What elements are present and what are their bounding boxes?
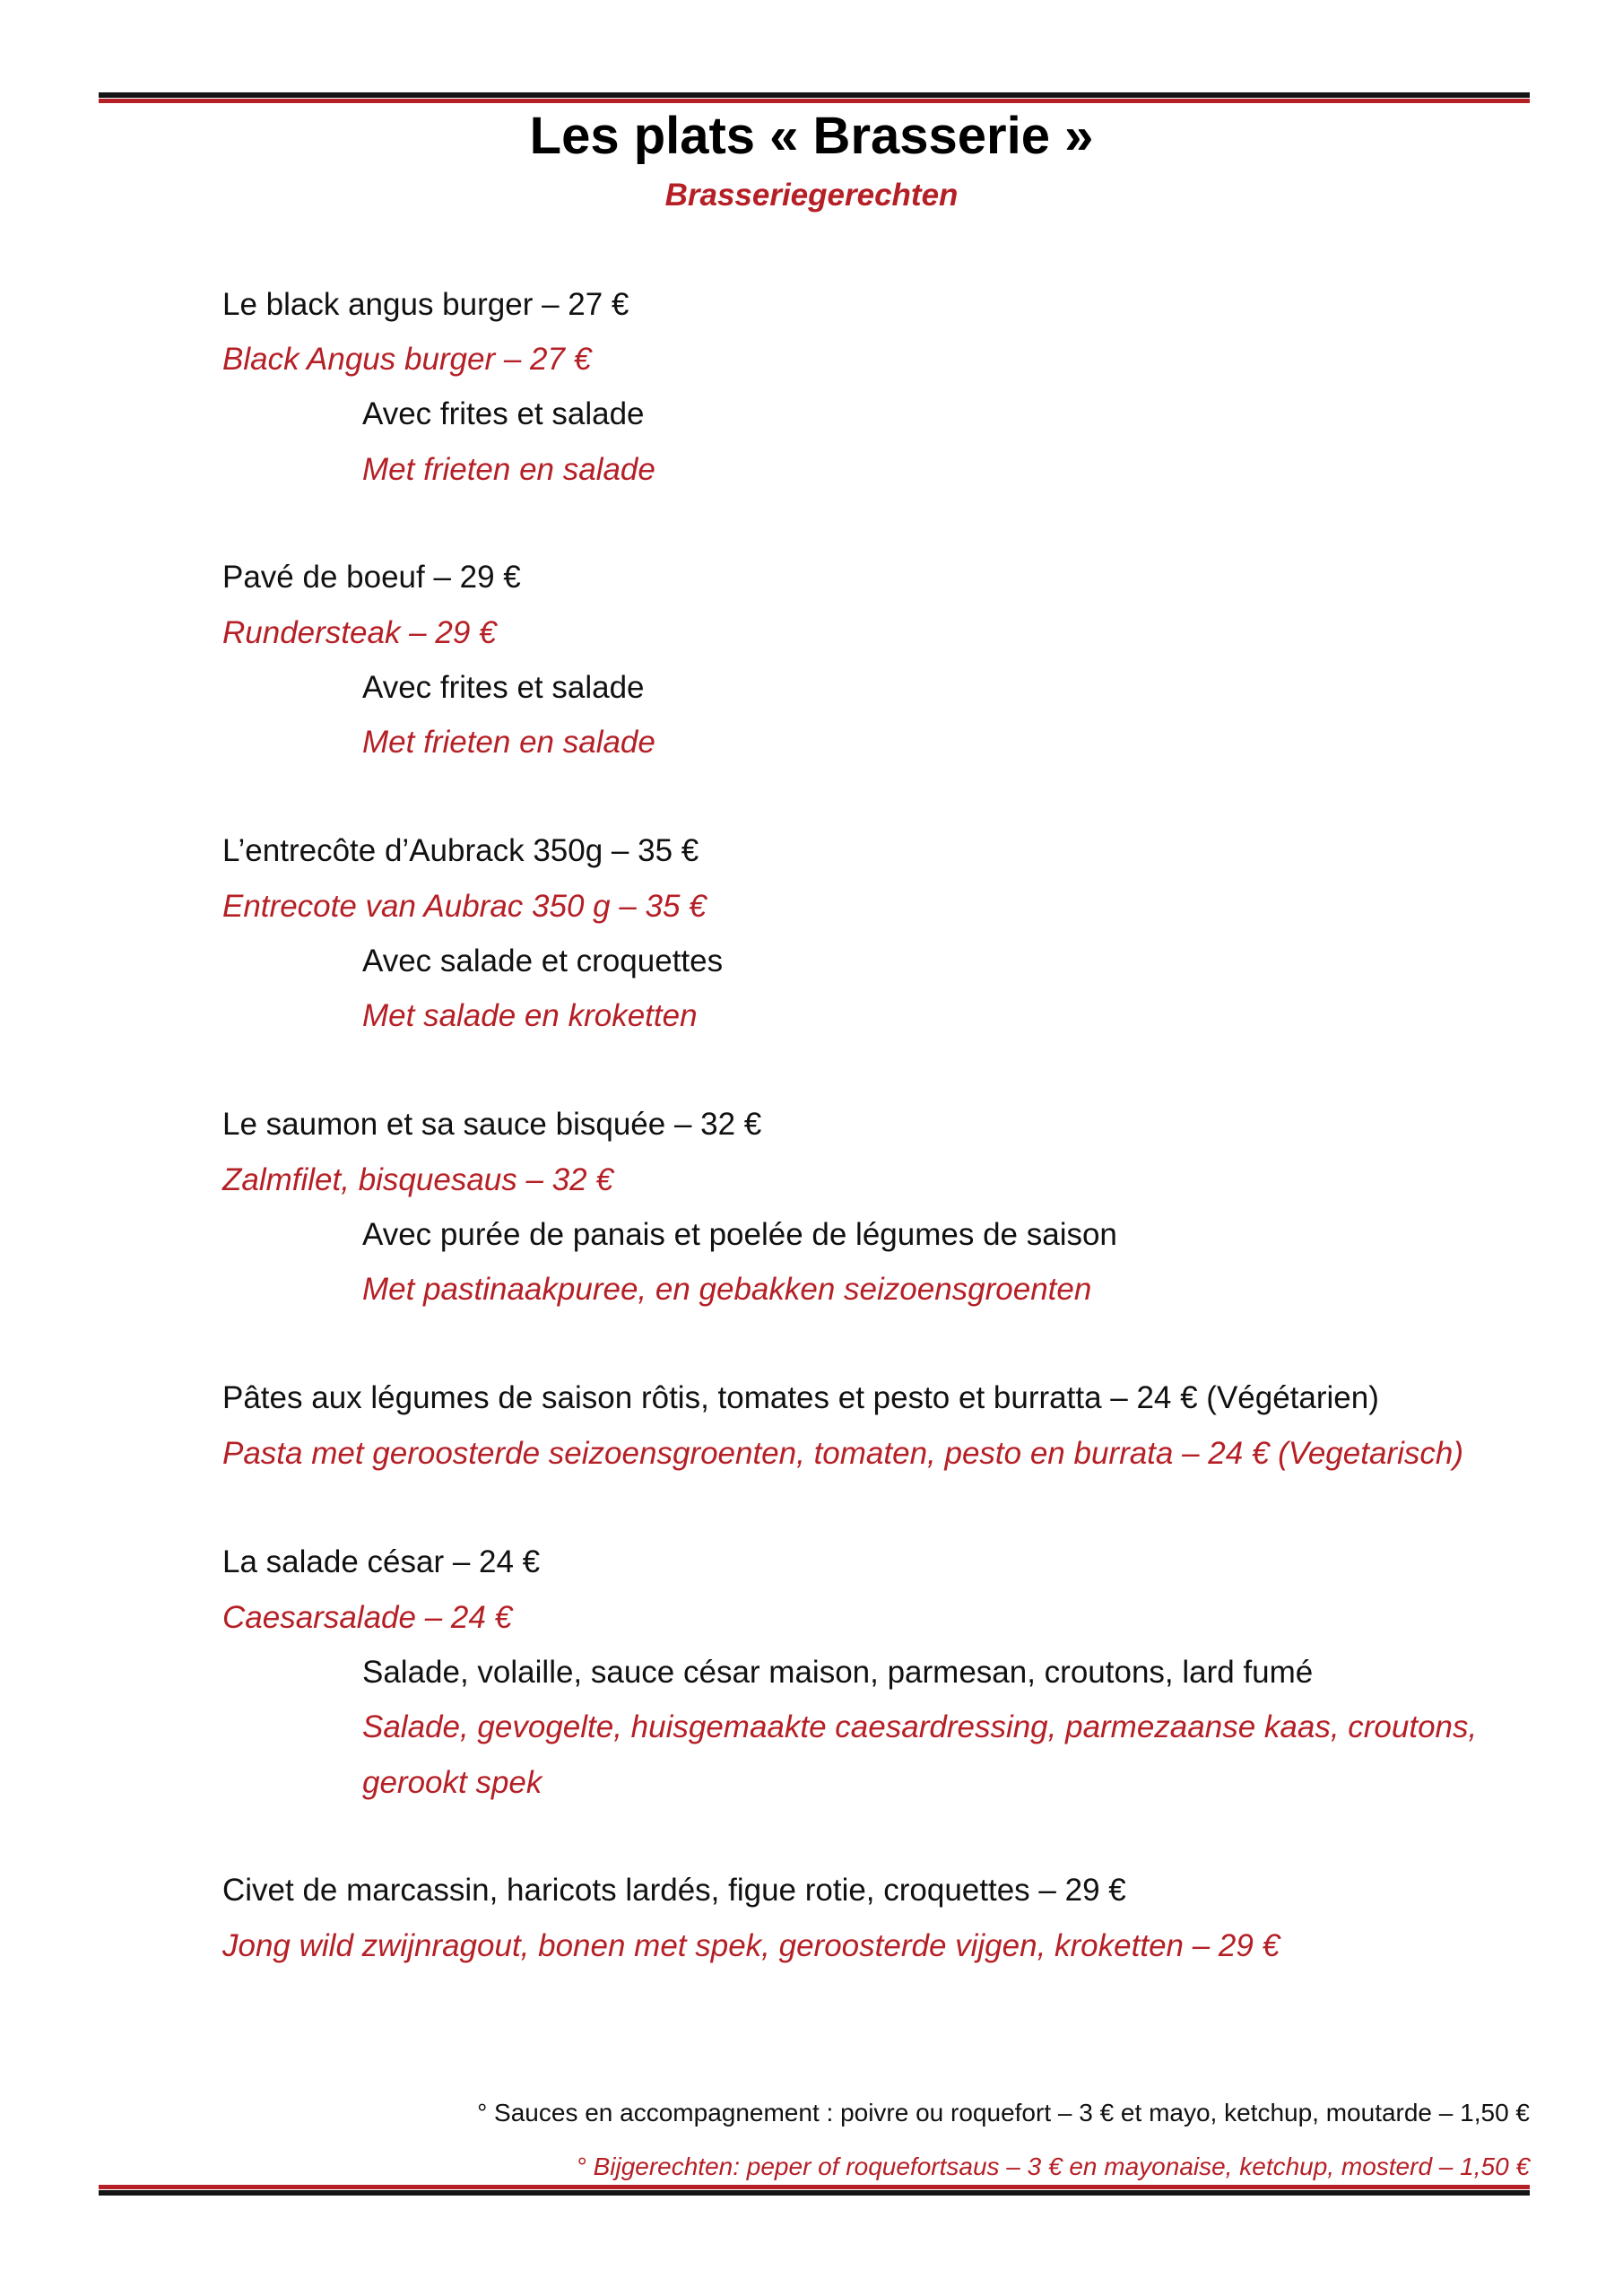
dish-name-nl: Jong wild zwijnragout, bonen met spek, geroosterde vijgen, kroketten – 29 € (222, 1928, 1280, 1963)
dish-name-fr: La salade césar – 24 € (222, 1544, 541, 1579)
dish-name-nl: Zalmfilet, bisquesaus – 32 € (222, 1162, 613, 1197)
dish-name-nl: Black Angus burger – 27 € (222, 342, 592, 377)
dish-desc-fr: Avec salade et croquettes (362, 944, 724, 978)
dish-name-fr: Civet de marcassin, haricots lardés, figue rotie, croquettes – 29 € (222, 1873, 1126, 1908)
bottom-divider-black (99, 2190, 1530, 2196)
dish-name-nl: Rundersteak – 29 € (222, 615, 497, 650)
dish-desc-nl: gerookt spek (362, 1765, 542, 1800)
top-divider-red (99, 99, 1530, 103)
dish-desc-fr: Salade, volaille, sauce césar maison, parmesan, croutons, lard fumé (362, 1655, 1314, 1690)
dish-desc-nl: Met frieten en salade (362, 452, 655, 487)
top-divider (99, 92, 1530, 104)
dish-desc-nl: Met salade en kroketten (362, 998, 698, 1033)
dish-desc-fr: Avec purée de panais et poelée de légumes de saison (362, 1217, 1117, 1252)
bottom-divider-red (99, 2185, 1530, 2189)
dish-name-fr: Pâtes aux légumes de saison rôtis, tomates et pesto et burratta – 24 € (Végétarien) (222, 1380, 1379, 1415)
sauces-note-nl: ° Bijgerechten: peper of roquefortsaus – 3 € en mayonaise, ketchup, mosterd – 1,50 € (576, 2152, 1530, 2180)
dish-name-nl: Caesarsalade – 24 € (222, 1600, 512, 1635)
dish-name-fr: L’entrecôte d’Aubrack 350g – 35 € (222, 833, 699, 868)
dish-desc-nl: Salade, gevogelte, huisgemaakte caesardressing, parmezaanse kaas, croutons, (362, 1709, 1478, 1744)
dish-name-fr: Le saumon et sa sauce bisquée – 32 € (222, 1107, 762, 1142)
page-subtitle: Brasseriegerechten (664, 178, 959, 213)
dish-name-fr: Le black angus burger – 27 € (222, 287, 629, 322)
dish-name-nl: Pasta met geroosterde seizoensgroenten, tomaten, pesto en burrata – 24 € (Vegetarisch) (222, 1436, 1463, 1471)
top-divider-black (99, 92, 1530, 98)
dish-desc-fr: Avec frites et salade (362, 396, 645, 431)
dish-desc-fr: Avec frites et salade (362, 670, 645, 705)
dish-desc-nl: Met pastinaakpuree, en gebakken seizoensgroenten (362, 1272, 1092, 1307)
dish-name-nl: Entrecote van Aubrac 350 g – 35 € (222, 889, 707, 924)
bottom-divider (99, 2185, 1530, 2196)
sauces-note-fr: ° Sauces en accompagnement : poivre ou roquefort – 3 € et mayo, ketchup, moutarde – 1,50 € (477, 2099, 1530, 2126)
dish-desc-nl: Met frieten en salade (362, 725, 655, 760)
dish-name-fr: Pavé de boeuf – 29 € (222, 560, 521, 595)
page-title: Les plats « Brasserie » (529, 107, 1094, 165)
